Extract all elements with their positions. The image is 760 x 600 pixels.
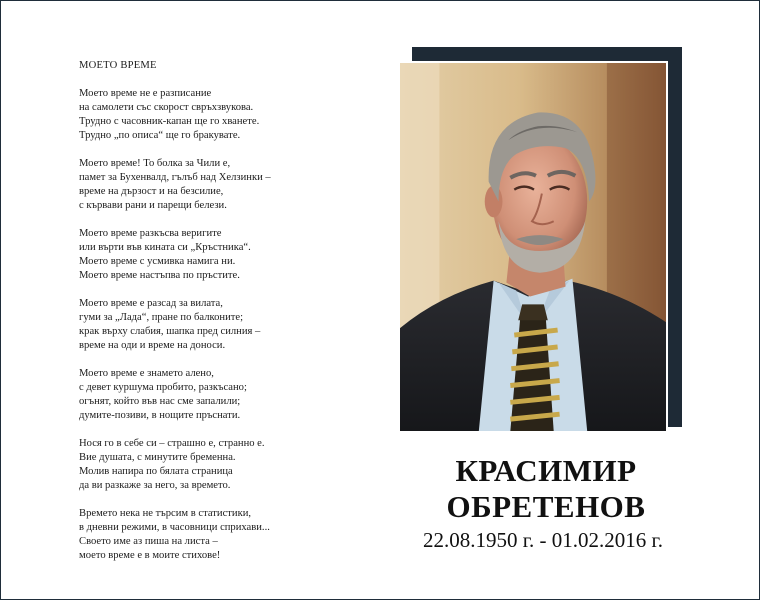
poem-line: или върти във кината си „Кръстника“.: [79, 242, 251, 253]
poem-line: в дневни режими, в часовници сприхави...: [79, 522, 270, 533]
stanza: [79, 227, 379, 283]
poem-line: Своето име аз пиша на листа –: [79, 536, 218, 547]
poem-line: думите-позиви, в нощите пръснати.: [79, 410, 241, 421]
stanza: [79, 437, 379, 493]
first-name: КРАСИМИР: [455, 453, 637, 488]
poem-line: Вие душата, с минутите бременна.: [79, 452, 236, 463]
poem-line: крак върху слабия, шапка пред силния –: [79, 326, 261, 337]
poem-line: Нося го в себе си – страшно е, странно е.: [79, 438, 265, 449]
poem-line: Моето време разкъсва веригите: [79, 228, 222, 239]
stanza: [79, 87, 379, 143]
poem-line: моето време е в моите стихове!: [79, 550, 221, 561]
stanza: [79, 157, 379, 213]
poem-line: гуми за „Лада“, пране по балконите;: [79, 312, 244, 323]
poem-line: Моето време! То болка за Чили е,: [79, 158, 231, 169]
poem-line: време на дързост и на безсилие,: [79, 186, 224, 197]
poem: [79, 59, 379, 577]
poem-line: Трудно с часовник-капан ще го хванете.: [79, 116, 260, 127]
portrait-illustration: [400, 63, 666, 431]
poem-line: с кървави рани и парещи белези.: [79, 200, 227, 211]
poem-line: Моето време е знамето алено,: [79, 368, 214, 379]
poem-line: Моето време с усмивка намига ни.: [79, 256, 236, 267]
poem-title: МОЕТО ВРЕМЕ: [79, 60, 157, 71]
stanza: [79, 367, 379, 423]
poem-line: памет за Бухенвалд, гълъб над Хелзинки –: [79, 172, 271, 183]
life-dates: 22.08.1950 г. - 01.02.2016 г.: [423, 528, 663, 552]
poem-line: Моето време е разсад за вилата,: [79, 298, 223, 309]
stanza: [79, 297, 379, 353]
poem-line: Моето време настъпва по пръстите.: [79, 270, 240, 281]
stanza: [79, 507, 379, 563]
portrait-photo: [398, 61, 668, 433]
poem-line: Трудно „по описа“ ще го бракувате.: [79, 130, 241, 141]
poem-line: Времето нека не търсим в статистики,: [79, 508, 252, 519]
poem-line: на самолети със скорост свръхзвукова.: [79, 102, 254, 113]
last-name: ОБРЕТЕНОВ: [446, 489, 646, 524]
poem-line: Молив напира по бялата страница: [79, 466, 233, 477]
poem-line: с девет куршума пробито, разкъсано;: [79, 382, 247, 393]
poem-line: време на оди и време на доноси.: [79, 340, 226, 351]
poem-line: огънят, който във нас сме запалили;: [79, 396, 241, 407]
person-name: [396, 453, 696, 525]
poem-line: да ви разкаже за него, за времето.: [79, 480, 231, 491]
poem-line: Моето време не е разписание: [79, 88, 212, 99]
